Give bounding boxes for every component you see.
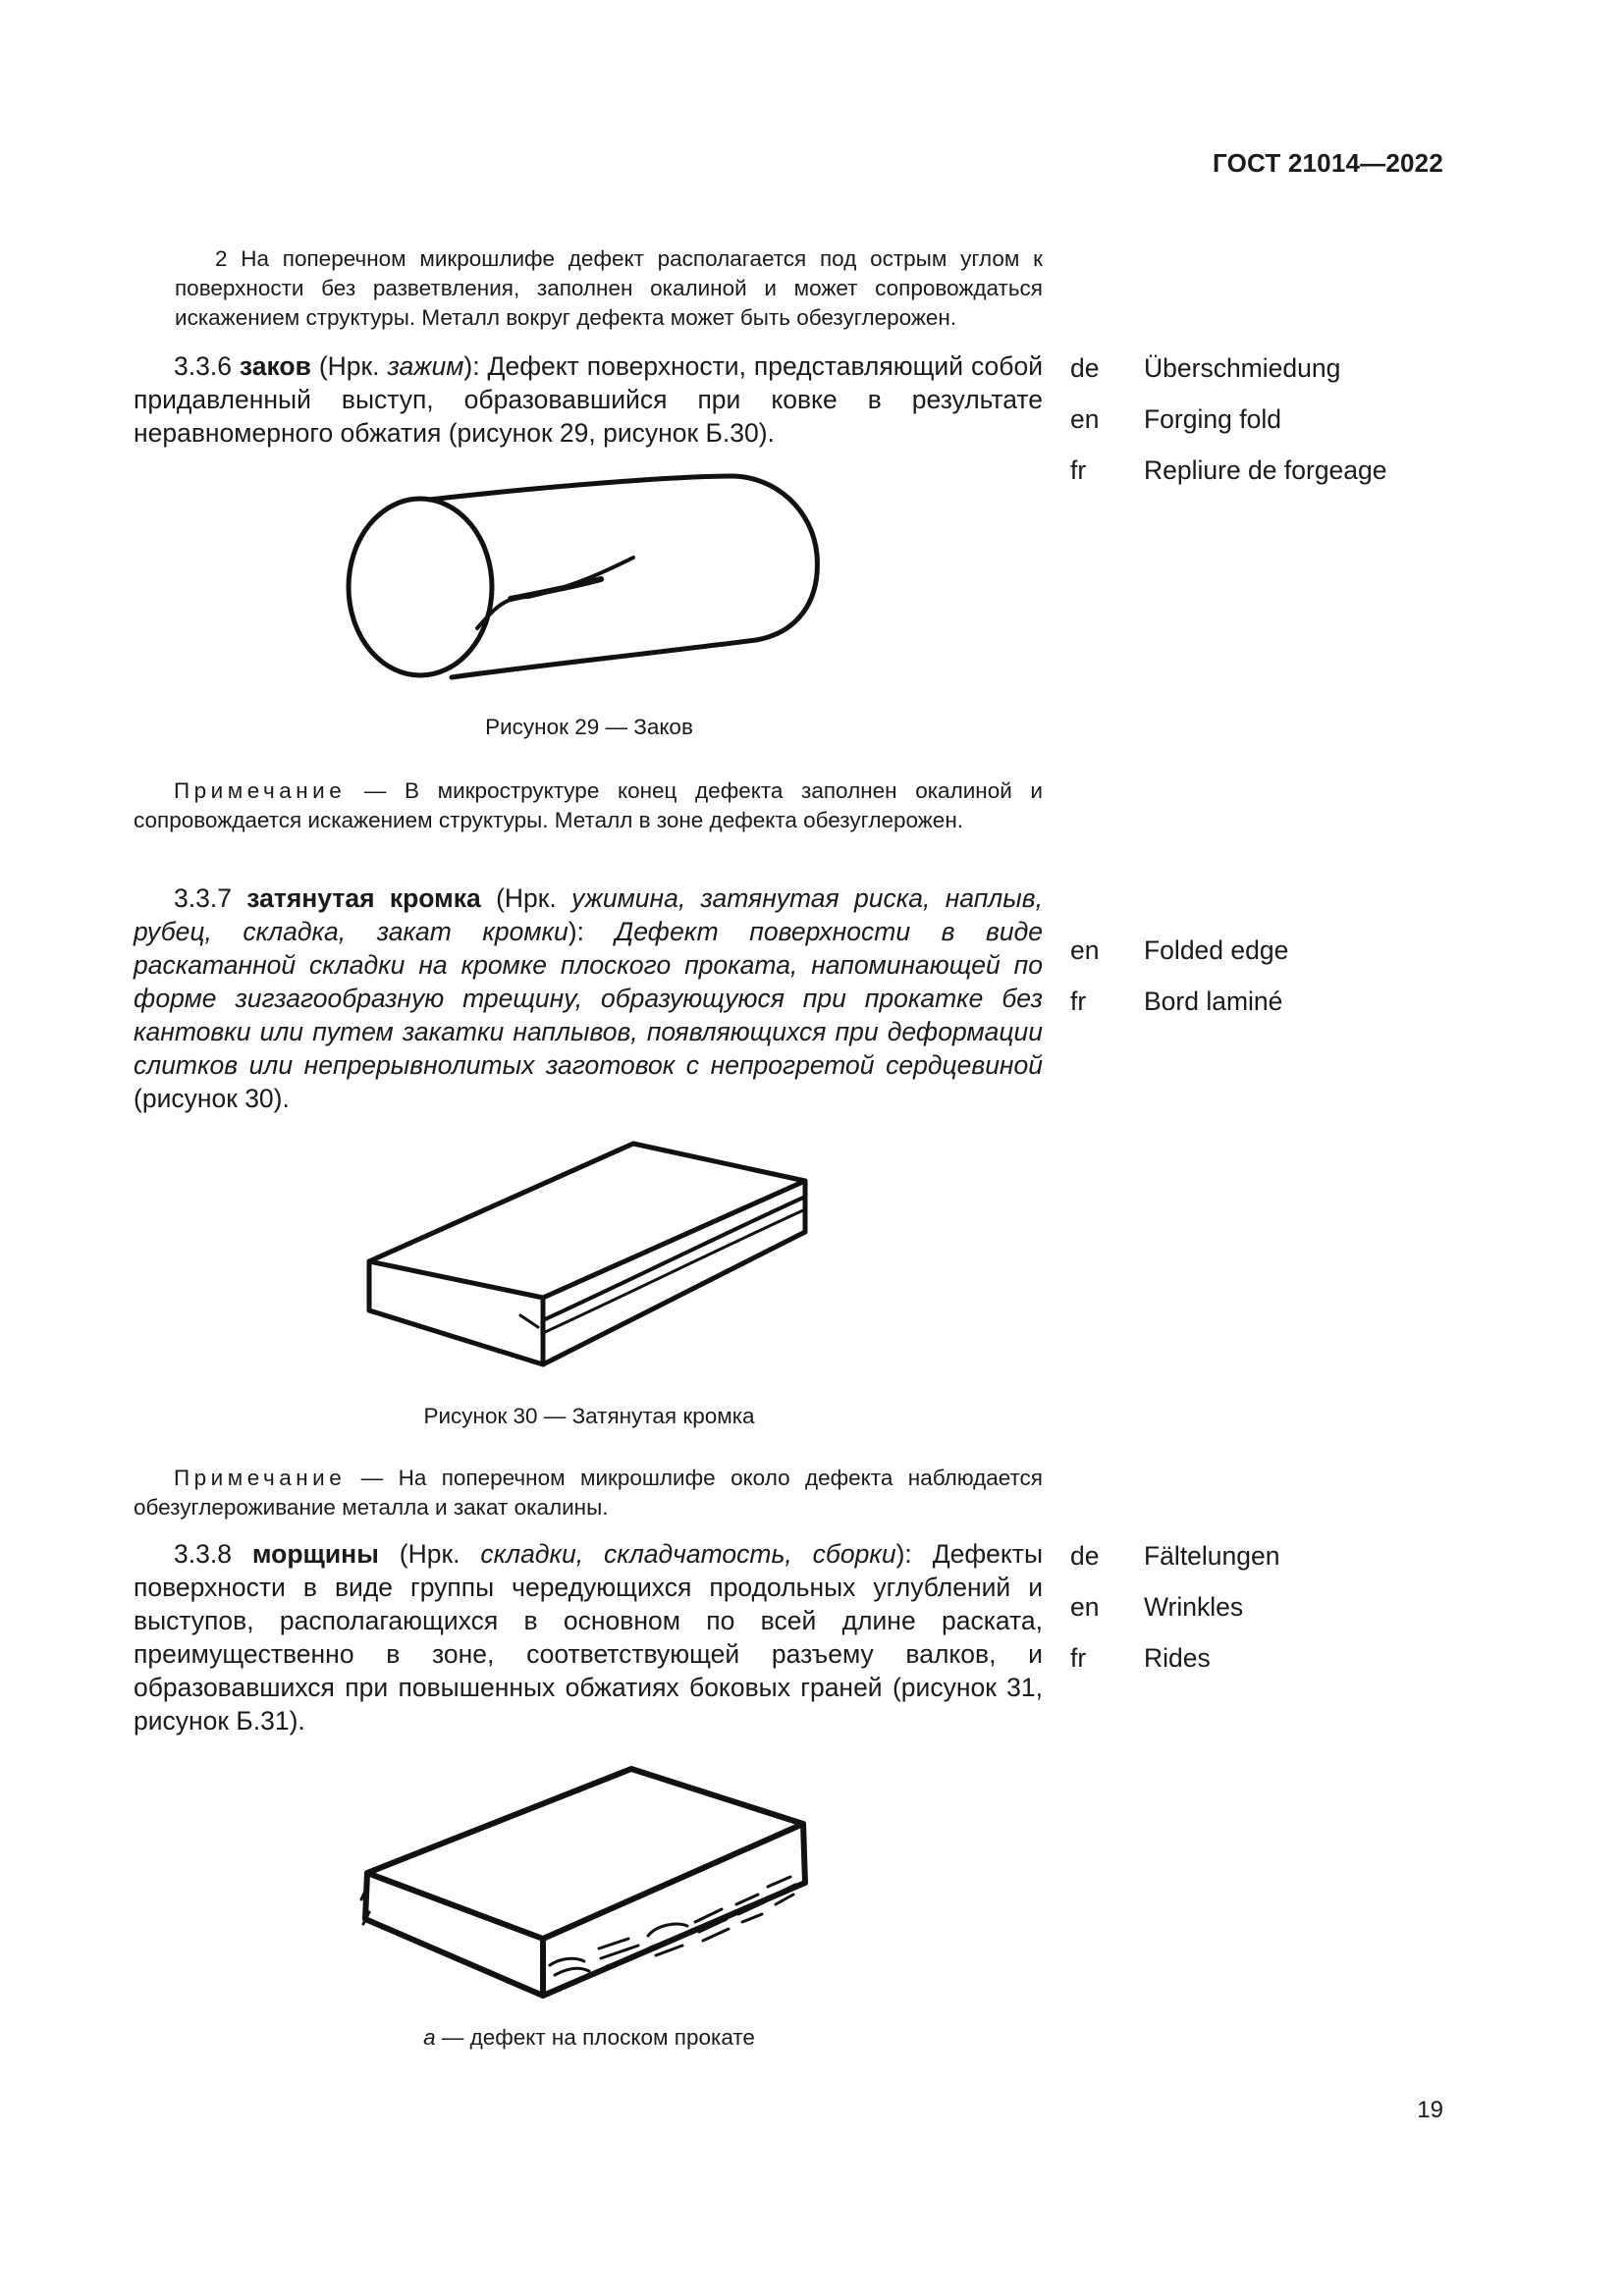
lang-code: en	[1070, 404, 1100, 434]
term-name: затянутая кромка	[246, 883, 481, 913]
note-label: Примечание	[174, 778, 347, 803]
lang-term: Folded edge	[1144, 935, 1289, 965]
lang-term: Repliure de forgeage	[1144, 455, 1387, 485]
lang-code: fr	[1070, 1643, 1087, 1673]
lang-code: de	[1070, 1541, 1100, 1571]
term-name: морщины	[251, 1539, 379, 1569]
nrk-prefix: (Нрк.	[318, 351, 380, 381]
lang-code: de	[1070, 353, 1100, 383]
lang-term: Forging fold	[1144, 404, 1281, 434]
nrk-prefix: (Нрк.	[399, 1539, 460, 1569]
lang-code: fr	[1070, 987, 1087, 1016]
note-body: — На поперечном микрошлифе около дефекта наблюдается обезуглероживание металла и закат окалины.	[134, 1466, 1043, 1520]
nrk-terms: складки, складчатость, сборки	[480, 1539, 896, 1569]
lang-term: Bord laminé	[1144, 987, 1283, 1016]
definition-separator: ):	[568, 917, 616, 946]
lang-term: Fältelungen	[1144, 1541, 1280, 1571]
term-definition: ): Дефект поверхности, представляющий собой придавленный выступ, образовавшийся при ковке в результате неравномерного обжатия (рисунок 29, рисунок Б.30).	[134, 351, 1043, 448]
term-definition: Дефект поверхности в виде раскатанной складки на кромке плоского проката, напоминающей по форме зигзагообразную трещину, образующуюся при прокатке без кантовки или путем закатки наплывов, появляющихся при деформации слитков или непрерывнолитых заготовок с непрогретой сердцевиной	[134, 917, 1043, 1080]
lang-code: fr	[1070, 455, 1087, 485]
page-number: 19	[1417, 2097, 1443, 2123]
term-name: заков	[239, 351, 311, 381]
term-number: 3.3.6	[174, 351, 232, 381]
subfigure-letter: а	[423, 2025, 436, 2050]
lang-code: en	[1070, 1592, 1100, 1622]
intro-note-text: 2 На поперечном микрошлифе дефект располагается под острым углом к поверхности без разветвления, заполнен окалиной и может сопровождаться искажением структуры. Металл вокруг дефекта может быть обезуглерожен.	[175, 246, 1043, 330]
lang-term: Überschmiedung	[1144, 353, 1341, 383]
nrk-prefix: (Нрк.	[496, 883, 557, 913]
term-definition: ): Дефекты поверхности в виде группы чередующихся продольных углублений и выступов, располагающихся в основном по всей длине раската, преимущественно в зоне, соответствующей разъему валков, и образовавшихся при повышенных обжатиях боковых граней (рисунок 31, рисунок Б.31).	[134, 1539, 1043, 1735]
figure-30-caption: Рисунок 30 — Затянутая кромка	[423, 1404, 755, 1428]
standard-designation: ГОСТ 21014—2022	[1213, 148, 1443, 178]
subfigure-caption: — дефект на плоском прокате	[435, 2025, 755, 2050]
term-number: 3.3.8	[174, 1539, 232, 1569]
figure-29-caption: Рисунок 29 — Заков	[485, 715, 693, 739]
lang-term: Wrinkles	[1144, 1592, 1244, 1622]
note-label: Примечание	[174, 1466, 347, 1490]
lang-code: en	[1070, 935, 1100, 965]
nrk-terms: ужимина, затянутая риска, наплыв, рубец, складка, закат кромки	[134, 883, 1043, 946]
term-definition-tail: (рисунок 30).	[134, 1084, 290, 1113]
term-number: 3.3.7	[174, 883, 232, 913]
note-body: — В микроструктуре конец дефекта заполнен окалиной и сопровождается искажением структуры. Металл в зоне дефекта обезуглерожен.	[134, 778, 1043, 832]
figure-31a-caption	[324, 2025, 854, 2051]
nrk-terms: зажим	[387, 351, 464, 381]
lang-term: Rides	[1144, 1643, 1211, 1673]
